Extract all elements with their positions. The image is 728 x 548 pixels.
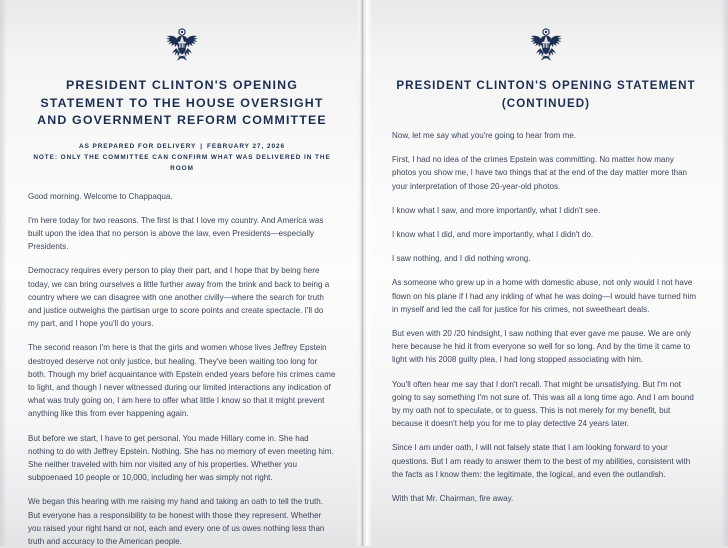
statement-paragraph: Democracy requires every person to play their part, and I hope that by being here today, we can bring ourselves a little further away from the brink and back to being a country where we can disagree with one another civilly—where the search for truth and justice outweighs the partisan urge to score points and create spectacle. I'll do my part, and I hope you'll do yours. [28, 264, 336, 330]
statement-paragraph: We began this hearing with me raising my hand and taking an oath to tell the truth. But everyone has a responsibility to be honest with those they represent. Whether you raised your right hand or not, each and every one of us owes nothing less than truth and accuracy to the American people. [28, 495, 336, 548]
statement-paragraph: But even with 20 /20 hindsight, I saw nothing that ever gave me pause. We are only here because he hid it from everyone so well for so long. And by the time it came to light with his 2008 guilty plea, I had long stopped associating with him. [392, 327, 700, 367]
statement-paragraph: As someone who grew up in a home with domestic abuse, not only would I not have flown on his plane if I had any inkling of what he was doing—I would have turned him in myself and led the call for justice for his crimes, not sweetheart deals. [392, 276, 700, 316]
statement-body-page-1 [26, 190, 338, 548]
statement-paragraph: With that Mr. Chairman, fire away. [392, 492, 700, 505]
statement-body-page-2 [390, 129, 702, 505]
statement-paragraph: I saw nothing, and I did nothing wrong. [392, 252, 700, 265]
statement-paragraph: Good morning. Welcome to Chappaqua. [28, 190, 336, 203]
statement-paragraph: I know what I saw, and more importantly, what I didn't see. [392, 204, 700, 217]
statement-paragraph: But before we start, I have to get personal. You made Hillary come in. She had nothing to do with Jeffrey Epstein. Nothing. She has no memory of even meeting him. She neither traveled with him nor visited any of his properties. Whether you subpoenaed 10 people or 10,000, including her was simply not right. [28, 432, 336, 485]
statement-paragraph: I know what I did, and more importantly, what I didn't do. [392, 228, 700, 241]
great-seal-eagle-icon [529, 0, 563, 64]
delivery-note-prepared: AS PREPARED FOR DELIVERY [79, 143, 196, 150]
delivery-note-line-1 [26, 141, 338, 152]
statement-paragraph: Since I am under oath, I will not falsely state that I am looking forward to your questions. But I am ready to answer them to the best of my abilities, consistent with the facts as I know them: the legitimate, the logical, and even the outlandish. [392, 441, 700, 481]
statement-paragraph: I'm here today for two reasons. The first is that I love my country. And America was built upon the idea that no person is above the law, even Presidents—especially Presidents. [28, 214, 336, 254]
statement-paragraph: Now, let me say what you're going to hear from me. [392, 129, 700, 142]
delivery-note-date: FEBRUARY 27, 2026 [207, 143, 285, 150]
statement-paragraph: You'll often hear me say that I don't recall. That might be unsatisfying. But I'm not going to say something I'm not sure of. This was all a long time ago. And I am bound by my oath not to speculate, or to guess. This is not merely for my benefit, but because it doesn't help you for me to play detective 24 years later. [392, 378, 700, 431]
page-title: PRESIDENT CLINTON'S OPENING STATEMENT TO THE HOUSE OVERSIGHT AND GOVERNMENT REFORM COMMITTEE [26, 77, 338, 130]
page-title: PRESIDENT CLINTON'S OPENING STATEMENT (CONTINUED) [390, 77, 702, 112]
delivery-note [26, 141, 338, 174]
great-seal-eagle-icon [165, 0, 199, 64]
statement-paragraph: First, I had no idea of the crimes Epstein was committing. No matter how many photos you show me, I have two things that at the end of the day matter more than your interpretation of those 20-year-old photos. [392, 153, 700, 193]
statement-paragraph: The second reason I'm here is that the girls and women whose lives Jeffrey Epstein destroyed deserve not only justice, but healing. They've been waiting too long for both. Though my brief acquaintance with Epstein ended years before his crimes came to light, and though I never witnessed during our limited interactions any indication of what was truly going on, I am here to offer what little I know so that it might prevent anything like this from ever happening again. [28, 341, 336, 420]
statement-page-2 [364, 0, 728, 546]
delivery-note-separator: | [196, 143, 207, 150]
statement-page-1 [0, 0, 364, 546]
delivery-note-line-2: NOTE: ONLY THE COMMITTEE CAN CONFIRM WHAT WAS DELIVERED IN THE ROOM [26, 152, 338, 174]
